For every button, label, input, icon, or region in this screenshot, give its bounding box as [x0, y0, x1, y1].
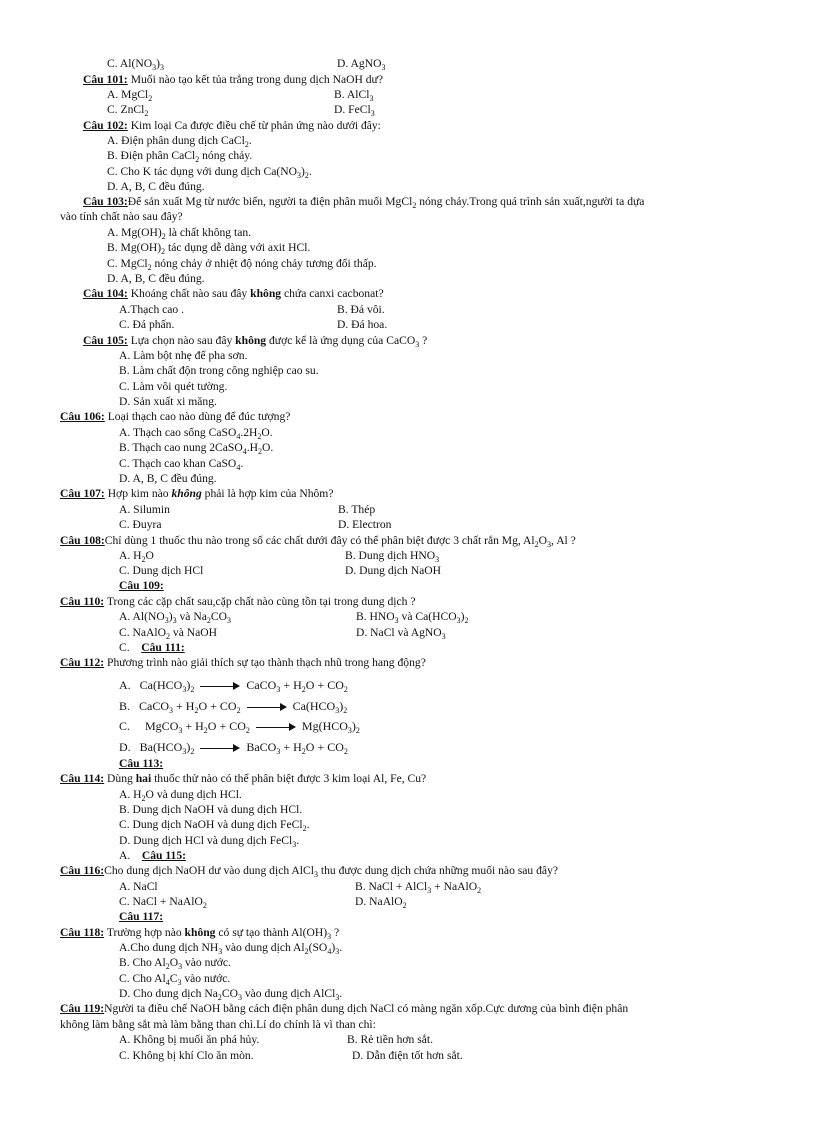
q103-option-c: C. MgCl$_2$ nóng chảy ở nhiệt độ nóng chảy tương đối thấp.: [107, 257, 377, 272]
q116-question: Câu 116:Cho dung dịch NaOH dư vào dung dịch AlCl$_3$ thu được dung dịch chứa những muối nào sau đây?: [60, 864, 559, 879]
q116-option-b: B. NaCl + AlCl$_3$ + NaAlO$_2$: [355, 880, 482, 895]
q119-option-a: A. Không bị muối ăn phá hủy.: [119, 1033, 260, 1046]
q105-option-c: C. Làm vôi quét tường.: [119, 380, 228, 393]
q114-question: Câu 114: Dùng hai thuốc thử nào có thể phân biệt được 3 kim loại Al, Fe, Cu?: [60, 772, 427, 785]
reaction-arrow: [247, 703, 287, 711]
q111-question: C. Câu 111:: [119, 641, 185, 654]
q112-option-c: C. MgCO$_3$ + $H_2O + CO_2$ $Mg(HCO_3)_2$: [119, 719, 360, 735]
q105-option-a: A. Làm bột nhẹ để pha sơn.: [119, 349, 248, 362]
q103-option-a: A. $Mg(OH)_2$ là chất không tan.: [107, 226, 252, 241]
q118-question: Câu 118: Trường hợp nào không có sự tạo thành $Al(OH)_3$ ?: [60, 926, 340, 941]
q106-option-b: B. Thạch cao nung $2CaSO_4.H_2O$.: [119, 441, 274, 456]
q108-option-c: C. Dung dịch HCl: [119, 564, 204, 577]
q110-option-b: B. $HNO_3$ và $Ca(HCO_3)_2$: [356, 610, 469, 625]
q102-option-a: A. Điện phân dung dịch CaCl$_2$.: [107, 134, 252, 149]
q119-option-b: B. Rẻ tiền hơn sắt.: [347, 1033, 433, 1046]
q116-option-a: A. NaCl: [119, 880, 158, 893]
q107-option-c: C. Đuyra: [119, 518, 162, 531]
q101-option-b: B. AlCl$_3$: [334, 88, 374, 103]
q119-option-c: C. Không bị khí Clo ăn mòn.: [119, 1049, 254, 1062]
q112-option-b: B. CaCO$_3$ + $H_2O + CO_2$ $Ca(HCO_3)_2$: [119, 699, 348, 715]
q102-option-b: B. Điện phân CaCl$_2$ nóng chảy.: [107, 149, 253, 164]
q104-option-b: B. Đá vôi.: [337, 303, 385, 316]
q103-question-line2: vào tính chất nào sau đây?: [60, 210, 183, 223]
q107-option-b: B. Thép: [338, 503, 376, 516]
q112-option-d: D. $Ba(HCO_3)_2$ BaCO$_3$ + $H_2O + CO_2$: [119, 740, 348, 756]
q107-option-a: A. Silumin: [119, 503, 170, 516]
reaction-arrow: [200, 744, 240, 752]
q104-option-d: D. Đá hoa.: [337, 318, 388, 331]
q104-option-c: C. Đá phấn.: [119, 318, 175, 331]
q103-option-d: D. A, B, C đều đúng.: [107, 272, 205, 285]
q106-option-a: A. Thạch cao sống $CaSO_4.2H_2O$.: [119, 426, 273, 441]
q116-option-c: C. NaCl + NaAlO$_2$: [119, 895, 207, 910]
q106-question: Câu 106: Loại thạch cao nào dùng để đúc tượng?: [60, 410, 291, 423]
reaction-arrow: [256, 723, 296, 731]
q110-option-c: C. NaAlO$_2$ và NaOH: [119, 626, 218, 641]
q107-option-d: D. Electron: [338, 518, 392, 531]
q112-question: Câu 112: Phương trình nào giải thích sự tạo thành thạch nhũ trong hang động?: [60, 656, 426, 669]
q109-question: Câu 109:: [119, 579, 164, 592]
q119-question-line2: không làm bằng sắt mà làm bằng than chì.Lí do chính là vì than chì:: [60, 1018, 376, 1031]
q112-option-a: A. $Ca(HCO_3)_2$ CaCO$_3$ + $H_2O + CO_2$: [119, 678, 348, 694]
q110-option-d: D. NaCl và AgNO$_3$: [356, 626, 446, 641]
q100-option-c: C. $Al(NO_3)_3$: [107, 57, 164, 72]
q101-option-d: D. FeCl$_3$: [334, 103, 375, 118]
q118-option-d: D. Cho dung dịch $Na_2CO_3$ vào dung dịch AlCl$_3$.: [119, 987, 343, 1002]
q101-question: Câu 101: Muối nào tạo kết tủa trắng trong dung dịch NaOH dư?: [83, 73, 383, 86]
q104-option-a: A.Thạch cao .: [119, 303, 185, 316]
q114-option-c: C. Dung dịch NaOH và dung dịch FeCl$_2$.: [119, 818, 310, 833]
q108-option-d: D. Dung dịch NaOH: [345, 564, 441, 577]
q101-option-a: A. MgCl$_2$: [107, 88, 153, 103]
q106-option-c: C. Thạch cao khan CaSO$_4$.: [119, 457, 244, 472]
q105-question: Câu 105: Lựa chọn nào sau đây không được kể là ứng dụng của CaCO$_3$ ?: [83, 334, 428, 349]
q117-question: Câu 117:: [119, 910, 164, 923]
q118-option-a: A.Cho dung dịch $NH_3$ vào dung dịch $Al_2(SO_4)_3$.: [119, 941, 343, 956]
q113-question: Câu 113:: [119, 757, 164, 770]
q119-option-d: D. Dẫn điện tốt hơn sắt.: [352, 1049, 463, 1062]
q102-option-d: D. A, B, C đều đúng.: [107, 180, 205, 193]
q110-question: Câu 110: Trong các cặp chất sau,cặp chất nào cùng tồn tại trong dung dịch ?: [60, 595, 416, 608]
q115-question: A. Câu 115:: [119, 849, 187, 862]
q103-question: Câu 103:Để sản xuất Mg từ nước biển, người ta điện phân muối MgCl$_2$ nóng chảy.Trong quá trình sản xuất,người ta dựa: [83, 195, 645, 210]
q108-option-b: B. Dung dịch $HNO_3$: [345, 549, 440, 564]
q102-question: Câu 102: Kim loại Ca được điều chế từ phản ứng nào dưới đây:: [83, 119, 381, 132]
reaction-arrow: [200, 682, 240, 690]
q101-option-c: C. ZnCl$_2$: [107, 103, 149, 118]
q110-option-a: A. $Al(NO_3)_3$ và $Na_2CO_3$: [119, 610, 231, 625]
q107-question: Câu 107: Hợp kim nào không phải là hợp kim của Nhôm?: [60, 487, 334, 500]
q119-question: Câu 119:Người ta điều chế NaOH bằng cách điện phân dung dịch NaCl có màng ngăn xốp.Cực dương của bình điện phân: [60, 1002, 629, 1015]
q114-option-d: D. Dung dịch HCl và dung dịch FeCl$_3$.: [119, 834, 300, 849]
q106-option-d: D. A, B, C đều đúng.: [119, 472, 217, 485]
q104-question: Câu 104: Khoáng chất nào sau đây không chứa canxi cacbonat?: [83, 287, 384, 300]
q108-question: Câu 108:Chỉ dùng 1 thuốc thu nào trong số các chất dưới đây có thể phân biệt được 3 chất rắn Mg, $Al_2O_3$, Al ?: [60, 534, 576, 549]
q116-option-d: D. NaAlO$_2$: [355, 895, 407, 910]
q108-option-a: A. $H_2O$: [119, 549, 154, 564]
q118-option-b: B. Cho $Al_2O_3$ vào nước.: [119, 956, 231, 971]
q114-option-b: B. Dung dịch NaOH và dung dịch HCl.: [119, 803, 303, 816]
q105-option-b: B. Làm chất độn trong công nghiệp cao su.: [119, 364, 319, 377]
q118-option-c: C. Cho $Al_4C_3$ vào nước.: [119, 972, 231, 987]
q114-option-a: A. $H_2O$ và dung dịch HCl.: [119, 788, 242, 803]
q102-option-c: C. Cho K tác dụng với dung dịch $Ca(NO_3)_2$.: [107, 165, 312, 180]
q103-option-b: B. $Mg(OH)_2$ tác dụng dễ dàng với axit HCl.: [107, 241, 311, 256]
q100-option-d: D. AgNO$_3$: [337, 57, 386, 72]
q105-option-d: D. Sản xuất xi măng.: [119, 395, 217, 408]
